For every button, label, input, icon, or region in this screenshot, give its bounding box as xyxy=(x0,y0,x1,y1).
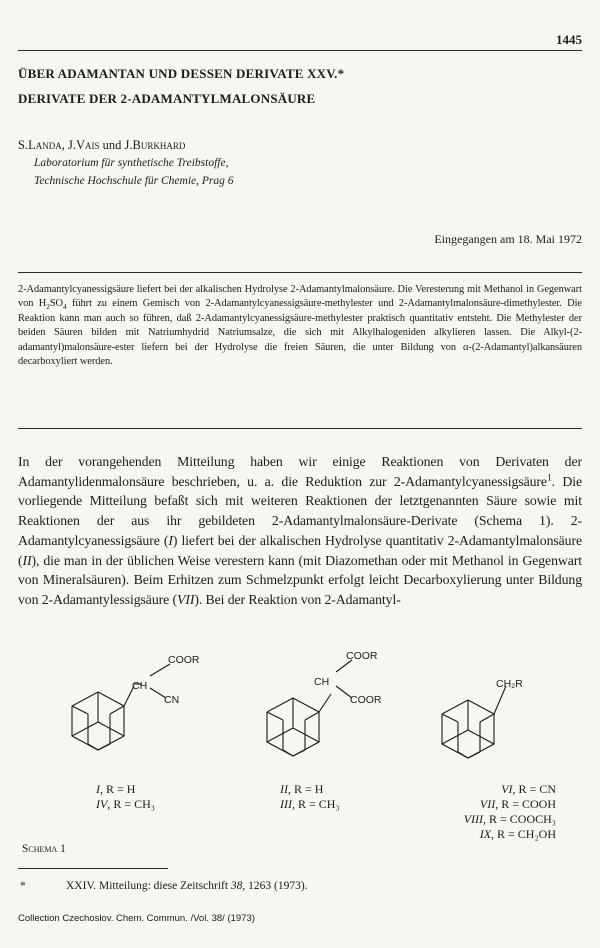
substituent-definition: R = H xyxy=(294,782,324,796)
footnote-marker: * xyxy=(20,880,26,892)
caption-structure-3 xyxy=(446,782,556,842)
substituent-definition: R = CH₃ xyxy=(113,797,155,811)
caption-line: VII, R = COOH xyxy=(479,797,556,811)
footnote-volume: 38 xyxy=(230,880,243,892)
substituent-definition: R = CH₂OH xyxy=(497,827,556,841)
compound-number: II xyxy=(280,782,288,796)
caption-structure-2 xyxy=(280,782,340,812)
substituent-definition: R = COOH xyxy=(501,797,556,811)
body-text: ) liefert bei der alkalischen Hydrolyse quantitativ 2-Adamantylmalonsäure ( xyxy=(18,532,582,568)
caption-line: II, R = H xyxy=(280,782,324,796)
author-1-name: Landa xyxy=(28,138,62,152)
footnote-rule xyxy=(18,868,168,869)
caption-line: III, R = CH₃ xyxy=(280,797,340,811)
compound-number: I xyxy=(96,782,100,796)
abstract-text: SO xyxy=(49,298,64,310)
coor-label: COOR xyxy=(346,650,378,662)
ch-label: CH xyxy=(314,676,330,688)
body-text: ). Bei der Reaktion von 2-Adamantyl- xyxy=(194,591,401,607)
affiliation-line2: Technische Hochschule für Chemie, Prag 6 xyxy=(34,175,234,187)
compound-ref: I xyxy=(168,532,173,548)
author-separator: , J. xyxy=(61,138,76,152)
body-paragraph xyxy=(18,452,582,610)
substituent-definition: R = COOCH₃ xyxy=(489,812,556,826)
cn-label: CN xyxy=(164,694,180,706)
author-separator: und J. xyxy=(99,138,133,152)
abstract-top-rule xyxy=(18,272,582,273)
article-title-line2: DERIVATE DER 2-ADAMANTYLMALONSÄURE xyxy=(18,91,316,106)
body-text: In der vorangehenden Mitteilung haben wir einige Reaktionen von Derivaten der Adamantylidenmalonsäure beschrieben, u. a. die Reduktion zur 2-Adamantylcyanessigsäure xyxy=(18,454,582,489)
substituent-definition: R = CN xyxy=(518,782,556,796)
caption-line: IX, R = CH₂OH xyxy=(479,827,556,841)
caption-line: IV, R = CH₃ xyxy=(96,797,155,811)
compound-number: IX xyxy=(479,827,492,841)
page-number: 1445 xyxy=(556,32,582,47)
article-title-line1: ÜBER ADAMANTAN UND DESSEN DERIVATE XXV.* xyxy=(18,66,345,81)
journal-footer: Collection Czechoslov. Chem. Commun. /Vol. 38/ (1973) xyxy=(18,913,255,924)
header-rule xyxy=(18,50,582,51)
footnote-text-part: XXIV. Mitteilung: diese Zeitschrift xyxy=(66,880,231,892)
author-3-name: Burkhard xyxy=(132,138,186,152)
coor-label: COOR xyxy=(168,654,200,666)
substituent-definition: R = H xyxy=(106,782,136,796)
compound-ref: VII xyxy=(177,591,195,607)
reference-superscript: 1 xyxy=(546,472,552,484)
abstract-text: 2-Adamantylcyanessigsäure liefert bei der alkalischen Hydrolyse 2-Adamantylmalonsäure. Die Veresterung mit Methanol in Gegenwart von H xyxy=(18,284,582,310)
subscript: 2 xyxy=(46,303,50,312)
compound-number: VII xyxy=(479,797,496,811)
subscript: 4 xyxy=(63,303,67,312)
footnote-text xyxy=(66,880,308,892)
caption-line: VIII, R = COOCH₃ xyxy=(463,812,556,826)
affiliation-line1: Laboratorium für synthetische Treibstoffe, xyxy=(34,157,229,169)
ch-label: CH xyxy=(132,680,148,692)
author-1-initial: S. xyxy=(18,138,29,152)
compound-number: VI xyxy=(501,782,513,796)
compound-number: IV xyxy=(96,797,108,811)
caption-structure-1 xyxy=(96,782,155,812)
body-text: ), die man in der üblichen Weise verestern kann (mit Diazomethan oder mit Methanol in Gegenwart von Mineralsäuren). Beim Erhitzen zum Schmelzpunkt erfolgt leicht Decarboxylierung unter Bildung von 2-Adamantylessigsäure ( xyxy=(18,552,582,607)
abstract xyxy=(18,283,582,369)
author-2-name: Vais xyxy=(75,138,100,152)
compound-ref: II xyxy=(22,552,32,568)
received-date: Eingegangen am 18. Mai 1972 xyxy=(434,232,582,246)
body-text: . Die vorliegende Mitteilung befaßt sich mit weiteren Reaktionen der letztgenannten Säure sowie mit Reaktionen der aus ihr gebildeten 2-Adamantylmalonsäure-Derivate (Schema 1). 2-Adamantylcyanessigsäure ( xyxy=(18,473,582,548)
reaction-scheme xyxy=(0,650,600,780)
compound-number: VIII xyxy=(463,812,484,826)
author-list xyxy=(18,138,185,153)
abstract-bottom-rule xyxy=(18,428,582,429)
scheme-label: Schema 1 xyxy=(22,843,66,855)
caption-line: VI, R = CN xyxy=(501,782,556,796)
coor-label: COOR xyxy=(350,694,382,706)
footnote-text-part: , 1263 (1973). xyxy=(242,880,308,892)
compound-number: III xyxy=(280,797,292,811)
caption-line: I, R = H xyxy=(96,782,136,796)
substituent-definition: R = CH₃ xyxy=(298,797,340,811)
ch2r-label: CH₂R xyxy=(496,678,523,690)
abstract-text: führt zu einem Gemisch von 2-Adamantylcyanessigsäure-methylester und 2-Adamantylmalonsäure-dimethylester. Die Reaktion kann man auch so führen, daß 2-Adamantylcyanessigsäure-methylester praktisch quantitativ entsteht. Die Methylester der beiden Säuren bilden mit Natriumhydrid Natriumsalze, die sich mit Alkylhalogeniden alkylieren lassen. Die Alkyl-(2-adamantyl)malonsäure-ester liefern bei der Hydrolyse die freien Säuren, die unter Bildung von α-(2-Adamantyl)alkansäuren decarboxyliert werden. xyxy=(18,298,582,368)
